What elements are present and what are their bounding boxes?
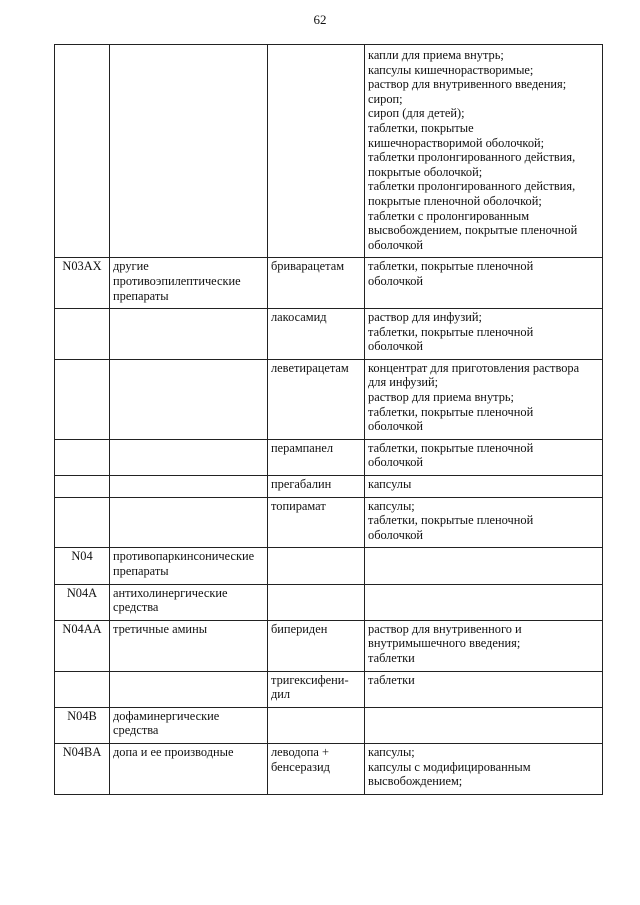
dosage-forms-cell bbox=[365, 45, 603, 258]
pharmacological-group-cell bbox=[110, 620, 268, 671]
atc-code-cell bbox=[55, 548, 110, 584]
dosage-forms-cell bbox=[365, 584, 603, 620]
drug-name-cell bbox=[268, 743, 365, 794]
pharmacological-group-cell bbox=[110, 309, 268, 360]
drug-name-line: леводопа + bbox=[271, 744, 330, 759]
dosage-forms-line: высвобождением, покрытые пленочной bbox=[368, 223, 578, 238]
table-row bbox=[55, 45, 603, 258]
drug-name-line: тригексифени- bbox=[271, 672, 349, 687]
atc-code-cell bbox=[55, 45, 110, 258]
atc-code-text: N04 bbox=[71, 549, 93, 564]
dosage-forms-line: раствор для внутривенного и bbox=[368, 621, 522, 636]
dosage-forms-line: капсулы с модифицированным bbox=[368, 759, 531, 774]
pharmacological-group-line: препараты bbox=[113, 564, 169, 578]
dosage-forms-line: капсулы; bbox=[368, 498, 415, 513]
table-row bbox=[55, 743, 603, 794]
pharmacological-group-line: допа и ее производные bbox=[113, 744, 234, 759]
pharmacological-group-line: дофаминергические bbox=[113, 708, 220, 723]
atc-code-cell bbox=[55, 497, 110, 548]
dosage-forms-line: таблетки, покрытые пленочной bbox=[368, 440, 534, 455]
atc-code-cell bbox=[55, 584, 110, 620]
dosage-forms-line: концентрат для приготовления раствора bbox=[368, 360, 580, 375]
dosage-forms-cell bbox=[365, 309, 603, 360]
table-row bbox=[55, 309, 603, 360]
pharmacological-group-cell bbox=[110, 671, 268, 707]
dosage-forms-line: таблетки, покрытые пленочной bbox=[368, 404, 534, 419]
pharmacological-group-cell bbox=[110, 548, 268, 584]
dosage-forms-line: для инфузий; bbox=[368, 375, 439, 390]
atc-code-text: N04A bbox=[66, 585, 98, 600]
dosage-forms-line: таблетки, покрытые пленочной bbox=[368, 513, 534, 528]
dosage-forms-line: сироп; bbox=[368, 91, 403, 106]
pharmacological-group-cell bbox=[110, 707, 268, 743]
dosage-forms-line: раствор для приема внутрь; bbox=[368, 390, 514, 405]
dosage-forms-cell bbox=[365, 476, 603, 498]
drug-table bbox=[54, 44, 603, 795]
drug-name-line: прегабалин bbox=[271, 477, 332, 492]
atc-code-cell bbox=[55, 439, 110, 475]
drug-name-cell bbox=[268, 45, 365, 258]
atc-code-cell bbox=[55, 743, 110, 794]
table-row bbox=[55, 476, 603, 498]
table-row bbox=[55, 439, 603, 475]
drug-name-line: перампанел bbox=[271, 440, 334, 455]
dosage-forms-line: оболочкой bbox=[368, 339, 424, 354]
dosage-forms-line: таблетки, покрытые пленочной bbox=[368, 259, 534, 274]
atc-code-cell bbox=[55, 476, 110, 498]
pharmacological-group-cell bbox=[110, 439, 268, 475]
atc-code-cell bbox=[55, 258, 110, 309]
dosage-forms-cell bbox=[365, 707, 603, 743]
pharmacological-group-line: другие bbox=[113, 259, 149, 274]
pharmacological-group-cell bbox=[110, 584, 268, 620]
table-row bbox=[55, 258, 603, 309]
atc-code-cell bbox=[55, 309, 110, 360]
table-row bbox=[55, 497, 603, 548]
drug-name-line: бриварацетам bbox=[271, 259, 345, 274]
dosage-forms-line: кишечнорастворимой оболочкой; bbox=[368, 135, 545, 150]
dosage-forms-line: таблетки с пролонгированным bbox=[368, 208, 530, 223]
dosage-forms-line: капсулы; bbox=[368, 744, 415, 759]
pharmacological-group-cell bbox=[110, 497, 268, 548]
drug-name-cell bbox=[268, 309, 365, 360]
drug-name-line: дил bbox=[271, 687, 291, 702]
dosage-forms-line: высвобождением; bbox=[368, 774, 463, 789]
dosage-forms-line: оболочкой bbox=[368, 419, 424, 434]
dosage-forms-line: таблетки пролонгированного действия, bbox=[368, 179, 576, 194]
dosage-forms-line: таблетки, покрытые пленочной bbox=[368, 324, 534, 339]
atc-code-text: N03AX bbox=[62, 259, 102, 274]
dosage-forms-line: таблетки, покрытые bbox=[368, 120, 474, 135]
atc-code-text: N04BA bbox=[62, 744, 102, 759]
pharmacological-group-line: третичные амины bbox=[113, 621, 208, 636]
dosage-forms-cell bbox=[365, 497, 603, 548]
pharmacological-group-line: антихолинергические bbox=[113, 585, 228, 600]
dosage-forms-cell bbox=[365, 743, 603, 794]
table-row bbox=[55, 359, 603, 439]
drug-name-cell bbox=[268, 258, 365, 309]
dosage-forms-line: раствор для инфузий; bbox=[368, 310, 482, 325]
atc-code-text: N04B bbox=[67, 708, 97, 723]
table-row bbox=[55, 707, 603, 743]
drug-name-cell bbox=[268, 707, 365, 743]
drug-name-cell bbox=[268, 584, 365, 620]
dosage-forms-cell bbox=[365, 359, 603, 439]
dosage-forms-cell bbox=[365, 671, 603, 707]
drug-name-line: бенсеразид bbox=[271, 759, 330, 774]
dosage-forms-line: покрытые пленочной оболочкой; bbox=[368, 193, 542, 208]
pharmacological-group-cell bbox=[110, 258, 268, 309]
drug-name-cell bbox=[268, 359, 365, 439]
drug-name-cell bbox=[268, 548, 365, 584]
drug-name-line: топирамат bbox=[271, 498, 326, 513]
table-row bbox=[55, 548, 603, 584]
dosage-forms-line: оболочкой bbox=[368, 455, 424, 470]
pharmacological-group-cell bbox=[110, 476, 268, 498]
dosage-forms-line: капсулы кишечнорастворимые; bbox=[368, 62, 534, 77]
dosage-forms-line: внутримышечного введения; bbox=[368, 636, 521, 651]
dosage-forms-line: сироп (для детей); bbox=[368, 106, 465, 121]
pharmacological-group-line: средства bbox=[113, 723, 159, 738]
dosage-forms-line: капли для приема внутрь; bbox=[368, 48, 504, 62]
dosage-forms-line: таблетки bbox=[368, 650, 415, 665]
dosage-forms-cell bbox=[365, 258, 603, 309]
pharmacological-group-line: препараты bbox=[113, 288, 169, 303]
pharmacological-group-line: средства bbox=[113, 600, 159, 615]
dosage-forms-cell bbox=[365, 439, 603, 475]
pharmacological-group-line: противоэпилептические bbox=[113, 273, 241, 288]
dosage-forms-line: покрытые оболочкой; bbox=[368, 164, 483, 179]
pharmacological-group-line: противопаркинсонические bbox=[113, 549, 255, 564]
dosage-forms-line: оболочкой bbox=[368, 527, 424, 542]
dosage-forms-line: таблетки bbox=[368, 672, 415, 687]
dosage-forms-cell bbox=[365, 548, 603, 584]
dosage-forms-line: оболочкой bbox=[368, 273, 424, 288]
pharmacological-group-cell bbox=[110, 45, 268, 258]
table-body bbox=[55, 45, 603, 795]
drug-name-line: бипериден bbox=[271, 621, 328, 636]
table-row bbox=[55, 671, 603, 707]
pharmacological-group-cell bbox=[110, 359, 268, 439]
drug-name-cell bbox=[268, 497, 365, 548]
drug-name-line: лакосамид bbox=[271, 310, 327, 325]
dosage-forms-line: раствор для внутривенного введения; bbox=[368, 77, 567, 92]
drug-name-cell bbox=[268, 476, 365, 498]
page-number: 62 bbox=[313, 12, 327, 27]
drug-name-cell bbox=[268, 620, 365, 671]
table-row bbox=[55, 584, 603, 620]
atc-code-cell bbox=[55, 707, 110, 743]
atc-code-text: N04AA bbox=[62, 621, 102, 636]
atc-code-cell bbox=[55, 359, 110, 439]
table-row bbox=[55, 620, 603, 671]
pharmacological-group-cell bbox=[110, 743, 268, 794]
drug-name-line: леветирацетам bbox=[271, 360, 349, 375]
dosage-forms-cell bbox=[365, 620, 603, 671]
dosage-forms-line: таблетки пролонгированного действия, bbox=[368, 150, 576, 165]
dosage-forms-line: оболочкой bbox=[368, 237, 424, 252]
drug-name-cell bbox=[268, 671, 365, 707]
atc-code-cell bbox=[55, 671, 110, 707]
drug-name-cell bbox=[268, 439, 365, 475]
atc-code-cell bbox=[55, 620, 110, 671]
dosage-forms-line: капсулы bbox=[368, 477, 412, 492]
